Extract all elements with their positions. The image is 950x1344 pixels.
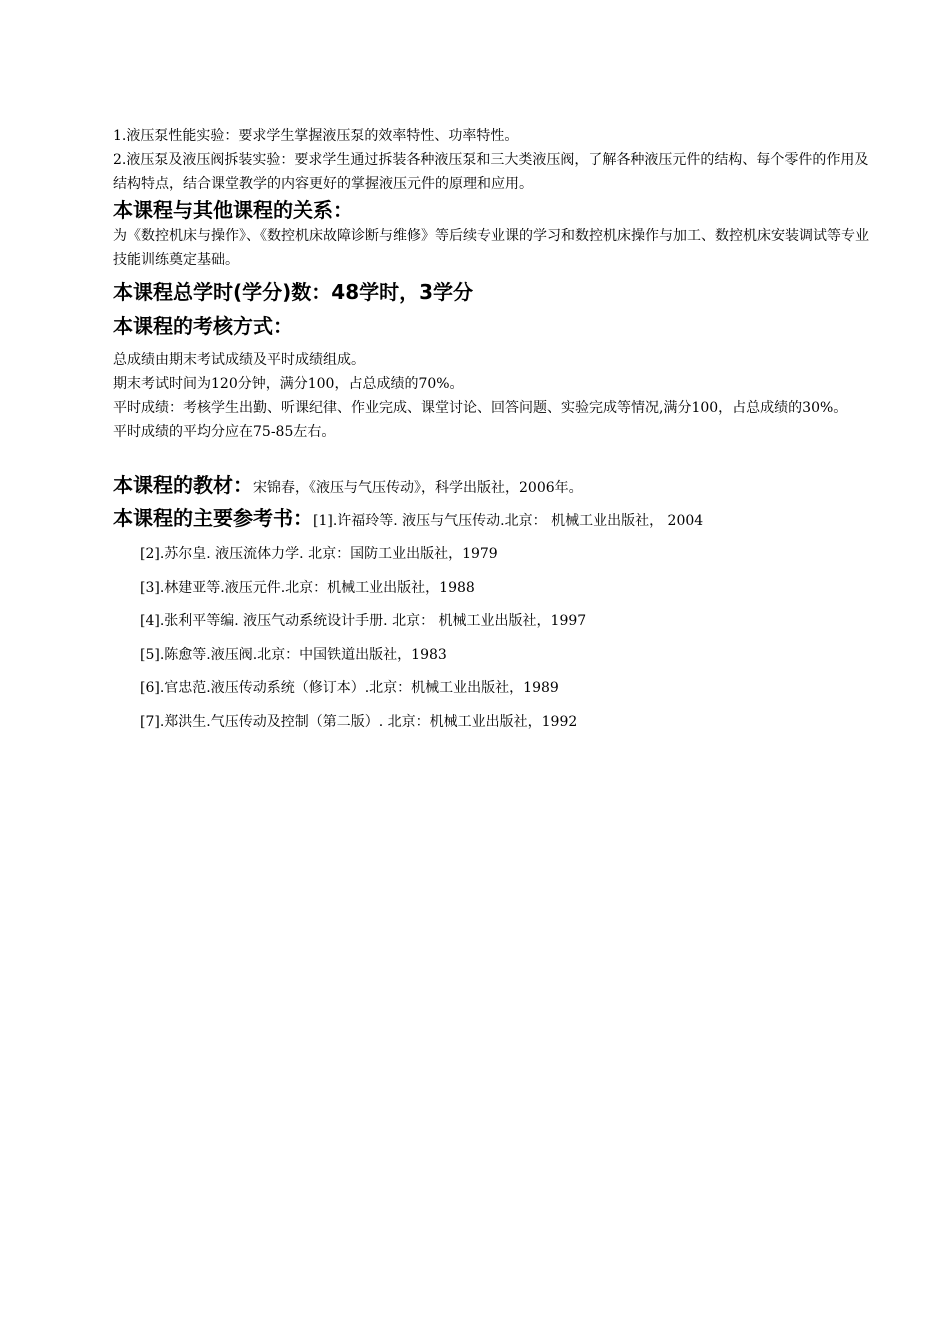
assessment-heading: 本课程的考核方式： <box>113 314 293 338</box>
reference-item: [4].张利平等编. 液压气动系统设计手册. 北京： 机械工业出版社，1997 <box>140 613 587 629</box>
reference-item: [7].郑洪生.气压传动及控制（第二版）. 北京：机械工业出版社，1992 <box>140 713 578 730</box>
textbook-value: 宋锦春，《液压与气压传动》，科学出版社，2006年。 <box>253 480 583 496</box>
assessment-line: 总成绩由期末考试成绩及平时成绩组成。 <box>113 352 365 368</box>
references-line <box>113 503 873 536</box>
experiment-item-1: 1.液压泵性能实验：要求学生掌握液压泵的效率特性、功率特性。 <box>113 128 519 144</box>
assessment-line: 平时成绩的平均分应在75-85左右。 <box>113 424 336 440</box>
reference-item: [6].官忠范.液压传动系统（修订本）.北京：机械工业出版社，1989 <box>140 680 559 696</box>
hours-heading: 本课程总学时(学分)数：48学时，3学分 <box>113 280 474 304</box>
textbook-line <box>113 470 873 503</box>
textbook-label: 本课程的教材： <box>113 473 253 497</box>
reference-item: [3].林建亚等.液压元件.北京：机械工业出版社，1988 <box>140 579 475 596</box>
document-page <box>113 124 873 745</box>
assessment-line: 平时成绩：考核学生出勤、听课纪律、作业完成、课堂讨论、回答问题、实验完成等情况,满分100，占总成绩的30%。 <box>113 400 848 416</box>
reference-item-1: [1].许福玲等. 液压与气压传动.北京： 机械工业出版社， 2004 <box>313 513 704 529</box>
references-label: 本课程的主要参考书： <box>113 506 313 530</box>
relation-text: 为《数控机床与操作》、《数控机床故障诊断与维修》等后续专业课的学习和数控机床操作与加工、数控机床安装调试等专业技能训练奠定基础。 <box>113 228 869 268</box>
reference-item: [5].陈愈等.液压阀.北京：中国铁道出版社，1983 <box>140 646 447 663</box>
relation-heading: 本课程与其他课程的关系： <box>113 198 353 222</box>
experiment-item-2: 2.液压泵及液压阀拆装实验：要求学生通过拆装各种液压泵和三大类液压阀，了解各种液压元件的结构、每个零件的作用及结构特点，结合课堂教学的内容更好的掌握液压元件的原理和应用。 <box>113 152 869 192</box>
reference-item: [2].苏尔皇. 液压流体力学. 北京：国防工业出版社，1979 <box>140 546 498 562</box>
assessment-line: 期末考试时间为120分钟，满分100，占总成绩的70%。 <box>113 376 464 392</box>
